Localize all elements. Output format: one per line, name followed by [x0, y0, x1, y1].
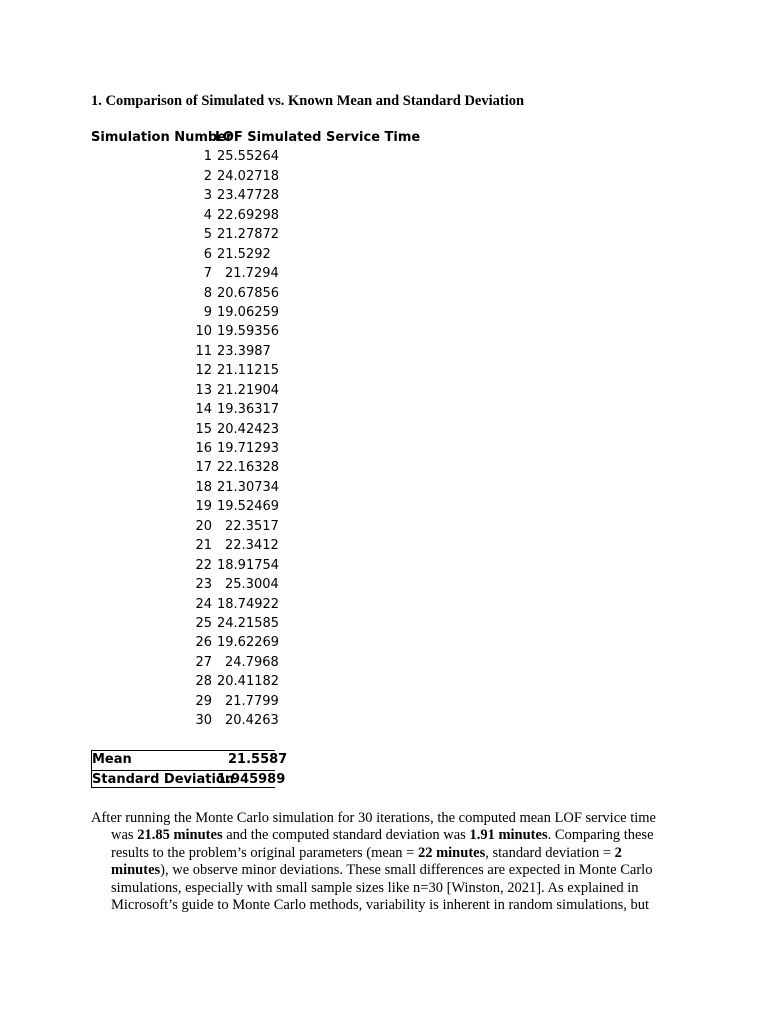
simulation-table: [91, 128, 421, 731]
column-header-lof-simulated: LOF Simulated Service Time: [215, 130, 421, 145]
lof-simulated-cell: 24.7968: [225, 654, 279, 670]
lof-simulated-cell: 22.3412: [225, 538, 279, 554]
simulation-number-cell: 16: [195, 441, 212, 456]
simulation-number-cell: 18: [195, 479, 212, 495]
lof-simulated-cell: 21.7294: [225, 266, 279, 282]
lof-simulated-cell: 21.11215: [217, 363, 280, 379]
summary-stats-box: [91, 750, 288, 788]
table-row: [91, 439, 280, 458]
simulation-number-cell: 29: [195, 693, 212, 709]
simulation-number-cell: 12: [195, 363, 212, 379]
table-row: [91, 614, 280, 633]
simulation-number-cell: 13: [195, 382, 212, 398]
lof-simulated-cell: 20.4263: [225, 713, 279, 729]
simulation-number-cell: 6: [203, 246, 212, 262]
table-row: [91, 595, 280, 614]
simulation-number-cell: 11: [195, 343, 212, 359]
simulation-number-cell: 19: [195, 499, 212, 515]
simulation-number-cell: 30: [195, 713, 212, 729]
paragraph-bold-sd: 1.91 minutes: [469, 827, 548, 844]
paragraph-text-4: , standard deviation =: [485, 844, 615, 861]
table-row: [91, 633, 280, 652]
simulation-number-cell: 27: [195, 654, 212, 670]
simulation-number-cell: 8: [203, 285, 212, 301]
lof-simulated-cell: 19.71293: [217, 441, 280, 456]
table-row: [91, 147, 280, 166]
table-header-row: [91, 128, 421, 147]
paragraph-text-2: and the computed standard deviation was: [222, 827, 470, 844]
lof-simulated-cell: 20.41182: [217, 674, 280, 690]
table-row: [91, 517, 279, 536]
table-row: [91, 672, 280, 691]
table-row: [91, 458, 280, 477]
lof-simulated-cell: 21.7799: [225, 693, 279, 709]
lof-simulated-cell: 23.47728: [217, 188, 280, 204]
table-row: [91, 303, 280, 322]
lof-simulated-cell: 18.91754: [217, 557, 280, 573]
table-row: [91, 206, 280, 225]
simulation-number-cell: 21: [195, 538, 212, 554]
simulation-number-cell: 17: [195, 460, 212, 476]
table-row: [91, 342, 276, 361]
simulation-number-cell: 3: [203, 188, 212, 204]
section-heading: 1. Comparison of Simulated vs. Known Mean and Standard Deviation: [91, 93, 525, 109]
simulation-number-cell: 24: [195, 596, 212, 612]
simulation-number-cell: 9: [203, 304, 212, 320]
paragraph-text-3: . Comparing these results to the problem’s original parameters (mean =: [111, 827, 654, 861]
lof-simulated-cell: 25.3004: [225, 577, 279, 593]
simulation-number-cell: 26: [195, 635, 212, 651]
simulation-number-cell: 5: [203, 227, 212, 243]
paragraph-text: [91, 810, 681, 914]
simulation-number-cell: 15: [195, 421, 212, 437]
lof-simulated-cell: 24.21585: [217, 615, 280, 631]
lof-simulated-cell: 20.67856: [217, 285, 280, 301]
lof-simulated-cell: 20.42423: [217, 421, 280, 437]
column-header-simulation-number: Simulation Number: [91, 130, 233, 145]
lof-simulated-cell: 19.36317: [217, 402, 280, 418]
lof-simulated-cell: 22.3517: [225, 518, 279, 534]
paragraph-text-5: ), we observe minor deviations. These small differences are expected in Monte Carlo simulations, especially with small sample sizes like n=30 [Winston, 2021]. As explained in Microsoft’s guide to Monte Carlo methods, variability is inherent in random simulations, but: [111, 862, 653, 914]
table-row: [91, 284, 280, 303]
table-row: [91, 711, 279, 730]
paragraph-text-1: After running the Monte Carlo simulation for 30 iterations, the computed mean LOF service time was: [91, 810, 656, 844]
lof-simulated-cell: 19.06259: [217, 304, 280, 320]
mean-value: 21.5587: [228, 752, 288, 767]
table-row: [91, 186, 280, 205]
mean-label: Mean: [92, 752, 132, 767]
simulation-number-cell: 28: [195, 674, 212, 690]
lof-simulated-cell: 21.21904: [217, 382, 280, 398]
table-row: [91, 420, 280, 439]
simulation-number-cell: 23: [195, 577, 212, 593]
simulation-number-cell: 2: [203, 168, 212, 184]
simulation-number-cell: 10: [195, 324, 212, 340]
lof-simulated-cell: 23.3987: [217, 343, 271, 359]
lof-simulated-cell: 22.69298: [217, 207, 280, 223]
simulation-number-cell: 7: [203, 266, 212, 282]
table-row: [91, 264, 279, 283]
table-row: [91, 653, 279, 672]
lof-simulated-cell: 24.02718: [217, 168, 280, 184]
lof-simulated-cell: 21.30734: [217, 479, 280, 495]
table-row: [91, 556, 280, 575]
lof-simulated-cell: 22.16328: [217, 460, 280, 476]
lof-simulated-cell: 19.52469: [217, 499, 280, 515]
table-row: [91, 225, 280, 244]
table-row: [91, 361, 280, 380]
standard-deviation-row: [92, 771, 286, 790]
table-row: [91, 167, 280, 186]
table-row: [91, 381, 280, 400]
discussion-paragraph: [91, 810, 681, 914]
table-row: [91, 575, 279, 594]
paragraph-bold-known-sd: 2 minutes: [111, 844, 622, 879]
simulation-number-cell: 25: [195, 615, 212, 631]
paragraph-bold-mean: 21.85 minutes: [137, 827, 223, 844]
lof-simulated-cell: 21.5292: [217, 246, 271, 262]
table-row: [91, 400, 280, 419]
standard-deviation-value: 1.945989: [217, 771, 286, 787]
mean-row: [92, 751, 288, 771]
table-row: [91, 245, 276, 264]
standard-deviation-label: Standard Deviation: [92, 771, 235, 787]
simulation-number-cell: 20: [195, 518, 212, 534]
table-row: [91, 478, 280, 497]
table-row: [91, 692, 279, 711]
table-row: [91, 536, 279, 555]
table-row: [91, 497, 280, 516]
lof-simulated-cell: 21.27872: [217, 227, 280, 243]
lof-simulated-cell: 19.62269: [217, 635, 280, 651]
simulation-number-cell: 22: [195, 557, 212, 573]
table-body: [91, 147, 280, 730]
simulation-number-cell: 4: [203, 207, 212, 223]
lof-simulated-cell: 25.55264: [217, 149, 280, 165]
lof-simulated-cell: 19.59356: [217, 324, 280, 340]
simulation-number-cell: 1: [203, 149, 212, 165]
table-row: [91, 322, 280, 341]
lof-simulated-cell: 18.74922: [217, 596, 280, 612]
paragraph-bold-known-mean: 22 minutes: [417, 844, 486, 861]
simulation-number-cell: 14: [195, 402, 212, 418]
